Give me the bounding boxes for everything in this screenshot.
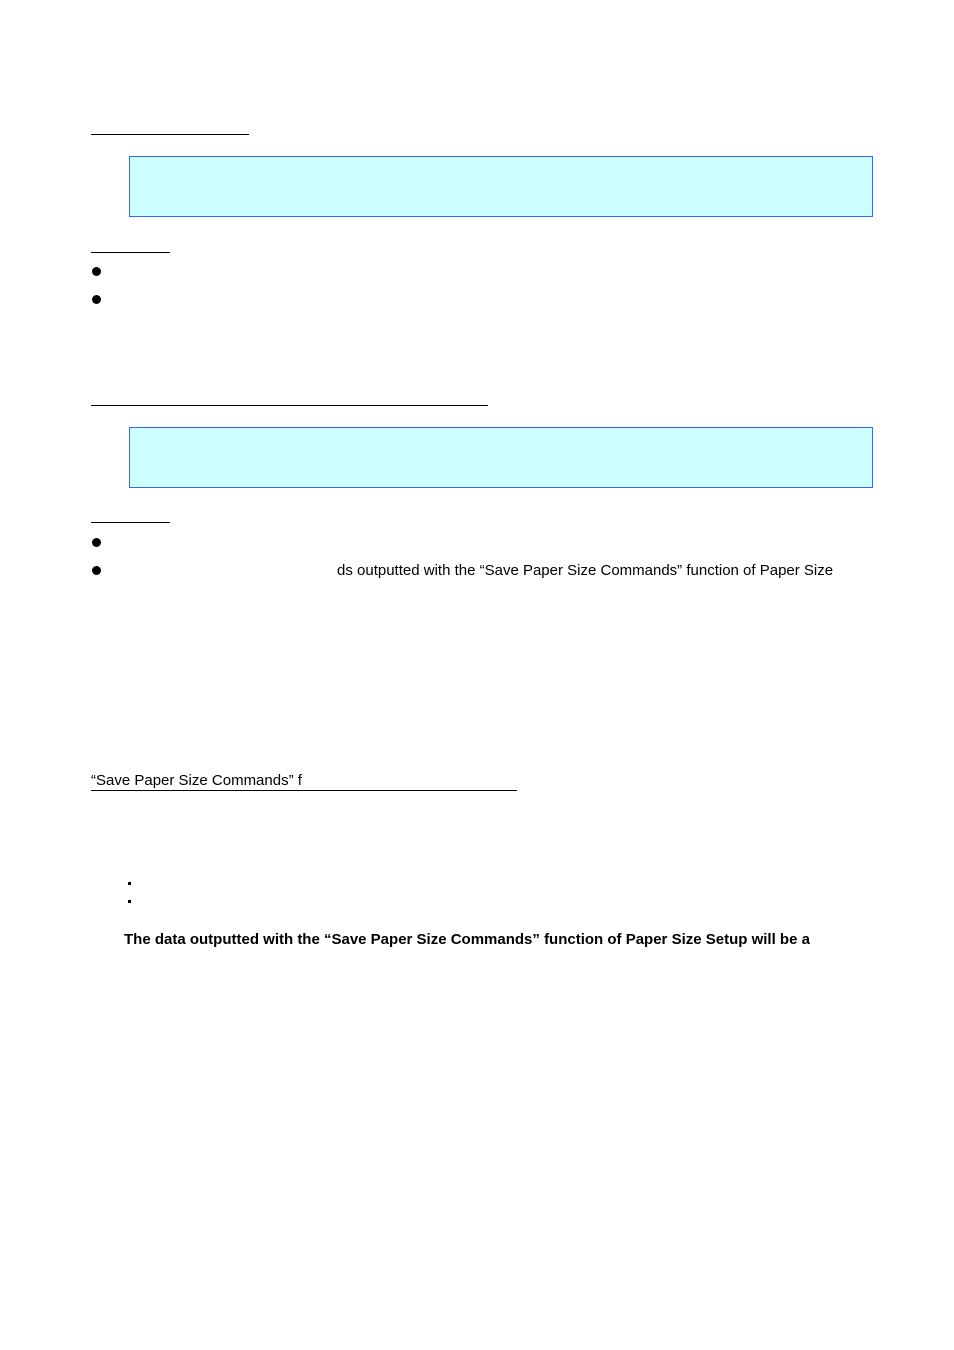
command-syntax-box xyxy=(129,427,873,488)
section-heading: “Save Paper Size Commands” f xyxy=(91,772,302,789)
subheading-underline xyxy=(91,252,170,253)
subheading-underline xyxy=(91,522,170,523)
bullet-text: ds outputted with the “Save Paper Size Commands” function of Paper Size xyxy=(337,562,834,579)
bullet-icon xyxy=(92,267,101,276)
section-heading-underline xyxy=(91,134,249,135)
command-syntax-box xyxy=(129,156,873,217)
bullet-icon xyxy=(92,295,101,304)
bullet-icon xyxy=(92,566,101,575)
small-bullet-icon xyxy=(128,882,131,885)
note-text: The data outputted with the “Save Paper Size Commands” function of Paper Size Setup will be a xyxy=(124,931,810,948)
section-heading-underline xyxy=(91,790,517,791)
bullet-icon xyxy=(92,538,101,547)
small-bullet-icon xyxy=(128,900,131,903)
section-heading-underline xyxy=(91,405,488,406)
